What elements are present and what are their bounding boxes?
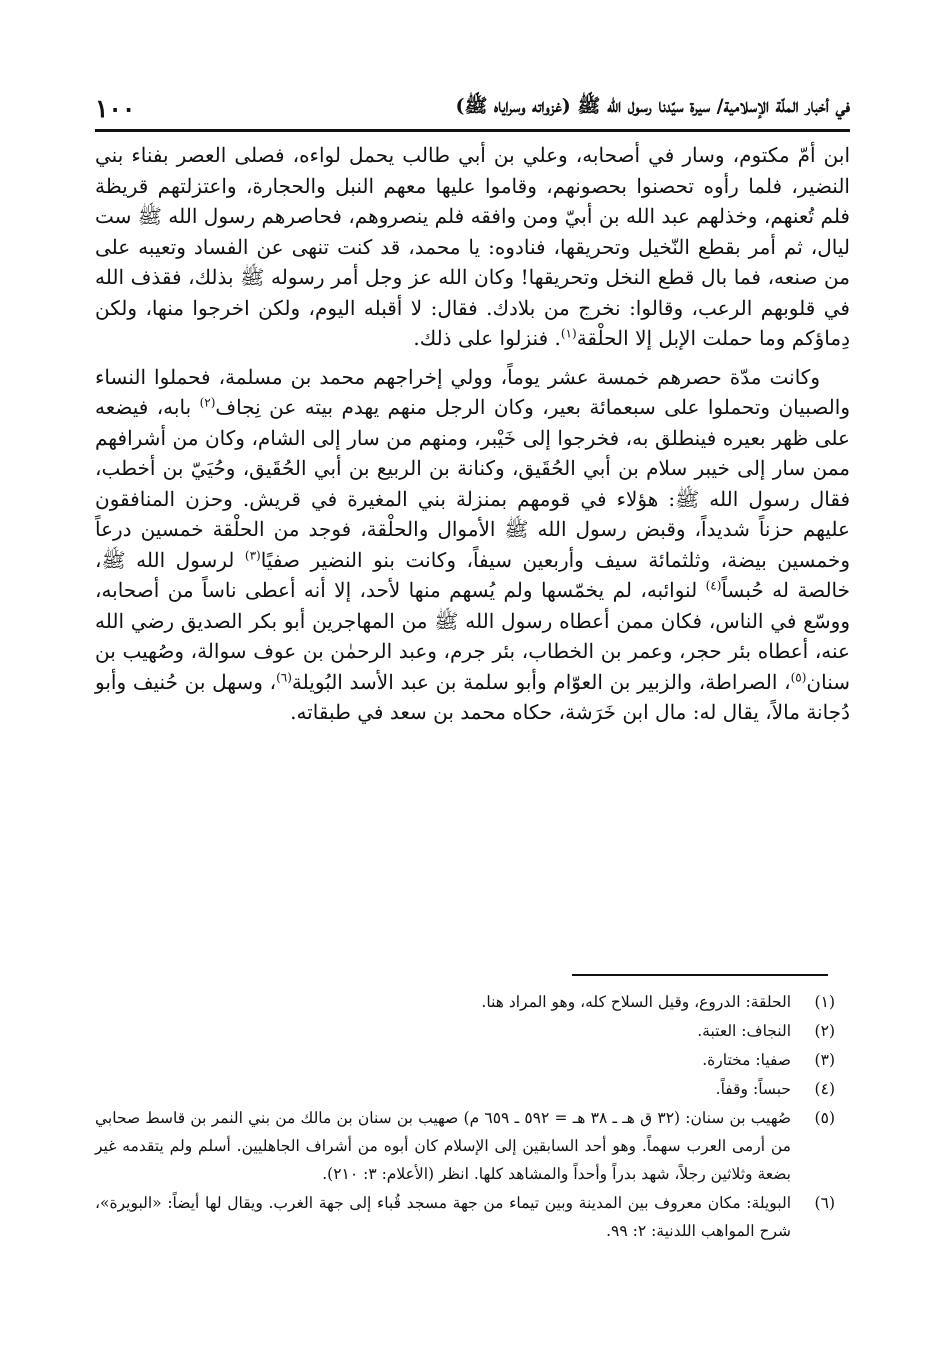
text-run: ، وسهل بن حُنيف وأبو دُجانة مالاً، يقال له: مال ابن خَرَشة، حكاه محمد بن سعد في طبقاته. [95,669,850,724]
text-run: لنوائبه، لم يخمّسها ولم يُسهم منها لأحد، إلا أنه أعطى ناساً من أصحابه، ووسّع في الناس، فكان ممن أعطاه رسول الله ﷺ من المهاجرين أبو بكر الصديق رضي الله عنه، أعطاه بئر حجر، وعمر بن الخطاب، بئر جرم، وعبد الرحمٰن بن عوف سوالة، وصُهيب بن سنان [95,578,850,694]
footnote-text: صفيا: مختارة. [702,1051,791,1069]
footnote-text: البويلة: مكان معروف بين المدينة وبين تيماء من جهة مسجد قُباء إلى جهة الغرب. ويقال لها أيضاً: «البويرة»، شرح المواهب اللدنية: ٢: ٩٩. [95,1194,791,1240]
footnote-text: حبساً: وقفاً. [715,1080,791,1098]
footnote-ref: (٤) [705,578,722,593]
footnote [95,1189,835,1245]
footnote-text: صُهيب بن سنان: (٣٢ ق هـ ـ ٣٨ هـ = ٥٩٢ ـ ٦٥٩ م) صهيب بن سنان بن مالك من بني النمر بن قاسط صحابي من أرمى العرب سهماً. وهو أحد السابقين إلى الإسلام كان أبوه من أشراف الجاهليين. أسلم ولم يتقدمه غير بضعة وثلاثين رجلاً، شهد بدراً وأحداً والمشاهد كلها. انظر (الأعلام: ٣: ٢١٠). [95,1109,791,1183]
paragraph [95,140,850,354]
footnote [95,988,835,1016]
paragraph [95,362,850,728]
text-run: . فنزلوا على ذلك. [413,326,561,350]
footnotes [95,988,835,1245]
footnote-ref: (٢) [199,395,216,410]
footnote [95,1017,835,1045]
footnote-ref: (١) [560,326,577,341]
footnote-number: (٢) [814,1022,835,1040]
page-header [95,88,850,128]
text-run: لرسول الله ﷺ، خالصة له حُبساً [95,547,851,602]
footnote [95,1104,835,1188]
footnote [95,1046,835,1074]
footnote-separator [572,974,828,976]
footnote-text: النجاف: العتبة. [697,1022,791,1040]
footnote-number: (٤) [814,1080,835,1098]
text-run: ، الصراطة، والزبير بن العوّام وأبو سلمة بن عبد الأسد البُويلة [291,669,791,694]
text-run: بابه، فيضعه على ظهر بعيره فينطلق به، فخرجوا إلى خَيْبر، ومنهم من سار إلى الشام، وكان من أشرافهم ممن سار إلى خيبر سلام بن أبي الحُقَيق، وكنانة بن الربيع بن أبي الحُقَيق، وحُيَيّ بن أخطب، فقال رسول الله ﷺ: هؤلاء في قومهم بمنزلة بني المغيرة في قريش. وحزن المنافقون عليهم حزناً شديداً، وقبض رسول الله ﷺ الأموال والحلْقة، فوجد من الحلْقة خمسين درعاً وخمسين بيضة، وثلثمائة سيف وأربعين سيفاً، وكانت بنو النضير صفيًا [95,395,850,572]
footnote-number: (٥) [814,1109,835,1127]
text-run: ابن أمّ مكتوم، وسار في أصحابه، وعلي بن أبي طالب يحمل لواءه، فصلى العصر بفناء بني النضير، فلما رأوه تحصنوا بحصونهم، وقاموا عليها معهم النبل والحجارة، واعتزلتهم قريظة فلم تُعنهم، وخذلهم عبد الله بن أبيّ ومن وافقه فلم ينصروهم، فحاصرهم رسول الله ﷺ ست ليال، ثم أمر بقطع النّخيل وتحريقها، فنادوه: يا محمد، قد كنت تنهى عن الفساد وتعيبه على من صنعه، فما بال قطع النخل وتحريقها! وكان الله عز وجل أمر رسوله ﷺ بذلك، فقذف الله في قلوبهم الرعب، وقالوا: نخرج من بلادك. فقال: لا أقبله اليوم، ولكن اخرجوا منها، ولكن دِماؤكم وما حملت الإبل إلا الحلْقة [95,143,850,350]
footnote-ref: (٦) [276,669,292,684]
footnote-number: (٦) [814,1194,835,1212]
footnote-text: الحلقة: الدروع، وقيل السلاح كله، وهو المراد هنا. [481,993,791,1011]
footnote-ref: (٥) [790,669,807,684]
running-title: في أخبار الملّة الإسلامية/ سيرة سيّدنا رسول الله ﷺ (غزواته وسراياه ﷺ) [455,95,850,117]
header-rule [95,129,850,132]
text-run: وكانت مدّة حصرهم خمسة عشر يوماً، وولي إخراجهم محمد بن مسلمة، فحملوا النساء والصبيان وتحملوا على سبعمائة بعير، وكان الرجل منهم يهدم بيته عن نِجاف [95,364,850,419]
footnote [95,1075,835,1103]
footnote-number: (١) [814,993,835,1011]
footnote-ref: (٣) [244,547,261,562]
footnote-number: (٣) [814,1051,835,1069]
page-number: ١٠٠ [95,93,136,123]
main-text [95,140,850,728]
